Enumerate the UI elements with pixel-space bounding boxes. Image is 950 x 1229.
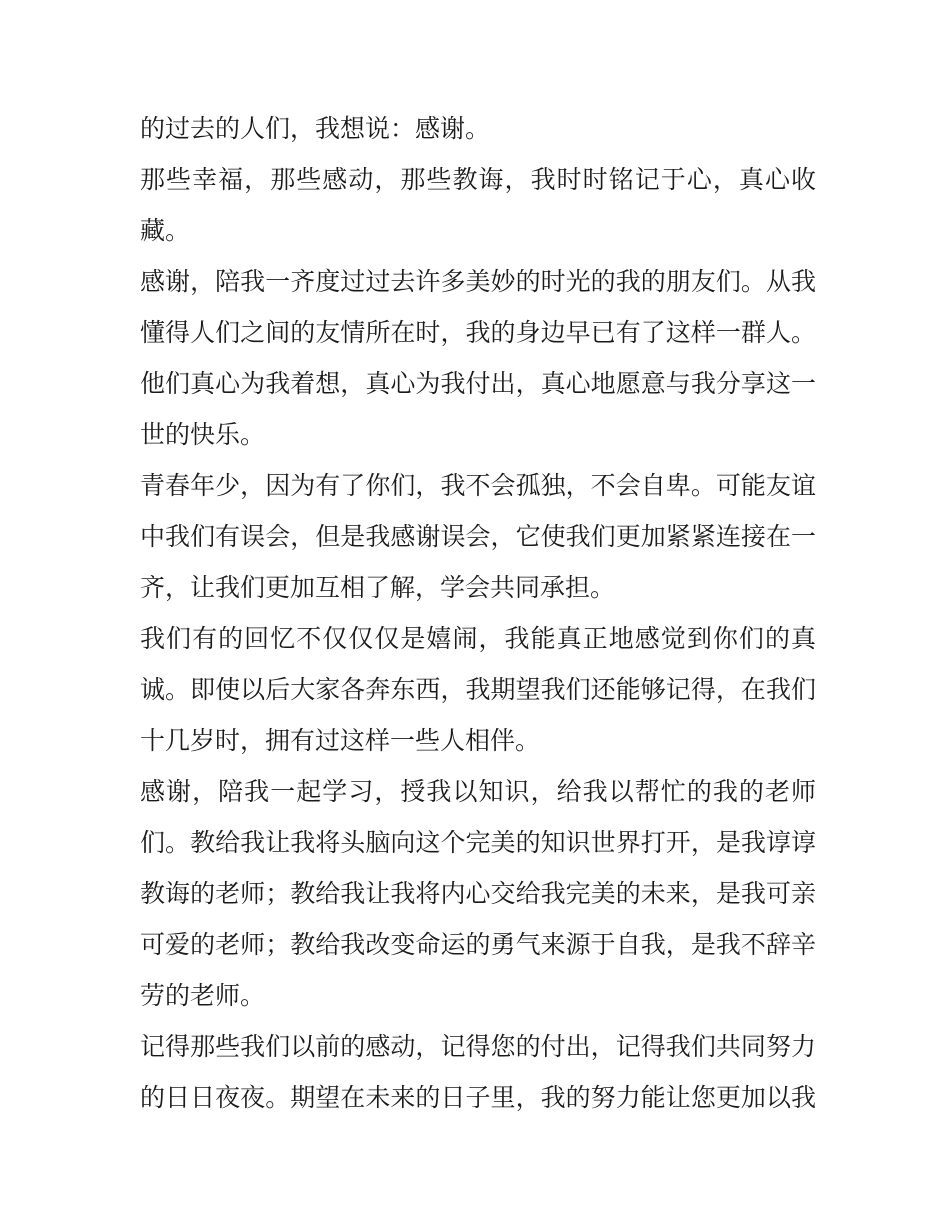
text-line: 他们真心为我着想，真心为我付出，真心地愿意与我分享这一: [140, 369, 816, 398]
text-line: 青春年少，因为有了你们，我不会孤独，不会自卑。可能友谊: [140, 471, 816, 500]
text-line: 记得那些我们以前的感动，记得您的付出，记得我们共同努力: [140, 1032, 816, 1061]
text-line: 世的快乐。: [140, 420, 266, 449]
text-line: 感谢，陪我一齐度过过去许多美妙的时光的我的朋友们。从我: [140, 267, 816, 296]
text-line: 的过去的人们，我想说：感谢。: [140, 114, 491, 143]
text-line: 劳的老师。: [140, 981, 266, 1010]
text-line: 藏。: [140, 216, 191, 245]
text-line: 那些幸福，那些感动，那些教诲，我时时铭记于心，真心收: [140, 165, 816, 194]
text-line: 齐，让我们更加互相了解，学会共同承担。: [140, 573, 616, 602]
text-line: 十几岁时，拥有过这样一些人相伴。: [140, 726, 541, 755]
text-line: 的日日夜夜。期望在未来的日子里，我的努力能让您更加以我: [140, 1083, 816, 1112]
text-line: 可爱的老师；教给我改变命运的勇气来源于自我，是我不辞辛: [140, 930, 816, 959]
text-line: 中我们有误会，但是我感谢误会，它使我们更加紧紧连接在一: [140, 522, 816, 551]
text-line: 懂得人们之间的友情所在时，我的身边早已有了这样一群人。: [140, 318, 816, 347]
text-line: 教诲的老师；教给我让我将内心交给我完美的未来，是我可亲: [140, 879, 816, 908]
text-line: 们。教给我让我将头脑向这个完美的知识世界打开，是我谆谆: [140, 828, 816, 857]
text-line: 诚。即使以后大家各奔东西，我期望我们还能够记得，在我们: [140, 675, 816, 704]
text-line: 感谢，陪我一起学习，授我以知识，给我以帮忙的我的老师: [140, 777, 816, 806]
body-text: [140, 103, 816, 1123]
text-line: 我们有的回忆不仅仅仅是嬉闹，我能真正地感觉到你们的真: [140, 624, 816, 653]
